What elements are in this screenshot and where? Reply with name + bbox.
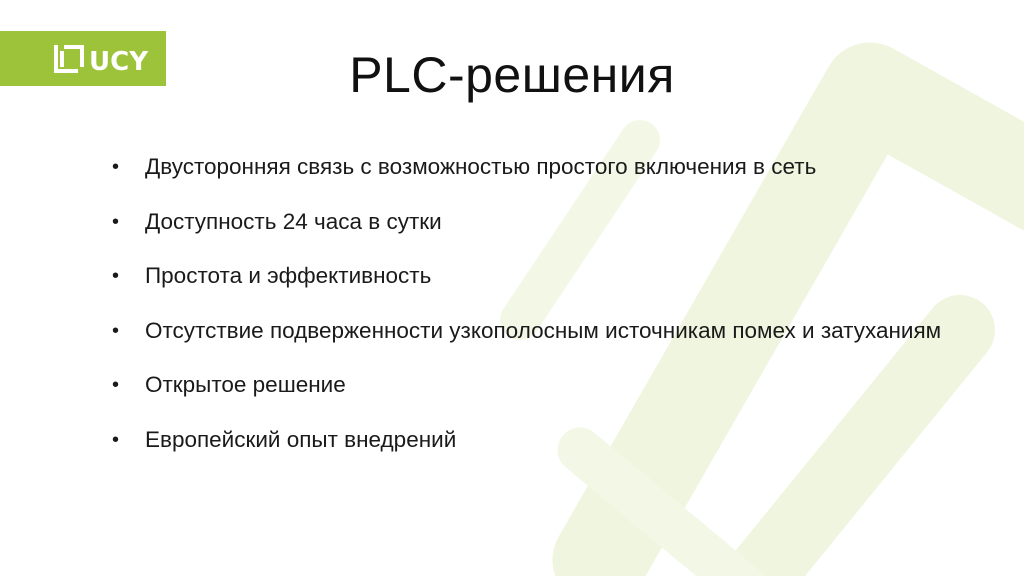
bullet-item — [112, 304, 952, 359]
bullet-list — [112, 140, 952, 467]
bullet-item — [112, 249, 952, 304]
bullet-text: Двусторонняя связь с возможностью простого включения в сеть — [145, 154, 817, 179]
slide-title: PLC-решения — [349, 47, 675, 103]
bullet-text: Доступность 24 часа в сутки — [145, 208, 442, 234]
bullet-item — [112, 358, 952, 413]
bullet-text: Отсутствие подверженности узкополосным источникам помех и затуханиям — [145, 317, 942, 343]
bullet-item — [112, 195, 952, 250]
bullet-text: Простота и эффективность — [145, 263, 432, 288]
bullet-dot-icon: • — [112, 156, 120, 178]
bullet-text: Открытое решение — [145, 372, 346, 397]
bullet-dot-icon: • — [112, 210, 120, 233]
bullet-dot-icon: • — [112, 428, 120, 451]
bullet-item — [112, 140, 952, 195]
bullet-dot-icon: • — [112, 374, 120, 396]
bullet-text: Европейский опыт внедрений — [145, 426, 457, 452]
bullet-item — [112, 413, 952, 468]
logo-text: UCY — [89, 47, 149, 77]
bullet-dot-icon: • — [112, 319, 120, 342]
bullet-dot-icon: • — [112, 265, 120, 287]
